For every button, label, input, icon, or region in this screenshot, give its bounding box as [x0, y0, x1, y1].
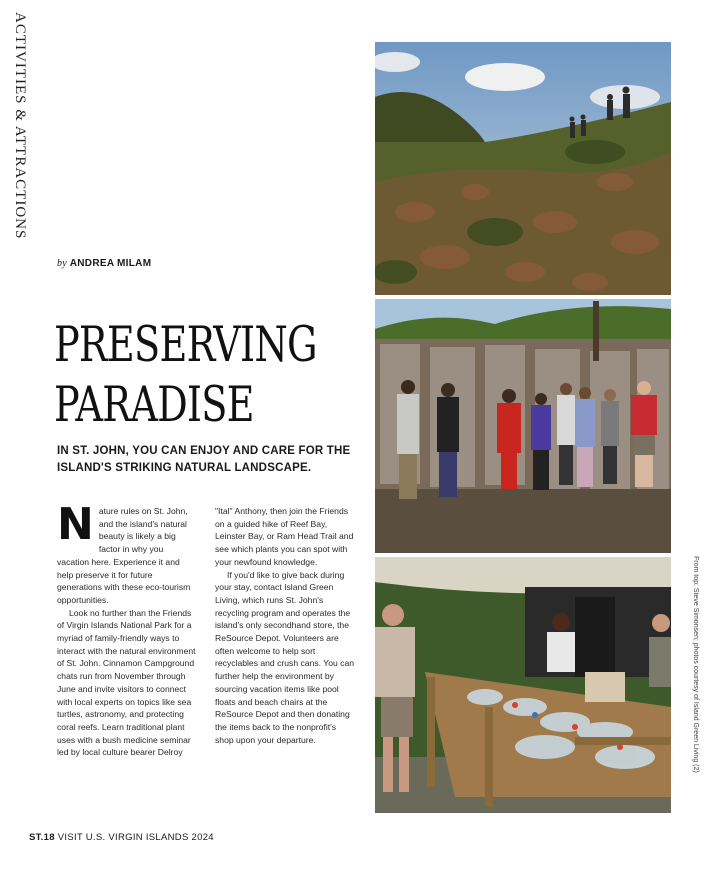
- deck: IN ST. JOHN, YOU CAN ENJOY AND CARE FOR THE ISLAND'S STRIKING NATURAL LANDSCAPE.: [57, 445, 351, 474]
- headline: PRESERVING PARADISE: [54, 315, 317, 433]
- body-column-1: [57, 499, 197, 759]
- section-label: ACTIVITIES & ATTRACTIONS: [12, 12, 28, 240]
- byline-author: ANDREA MILAM: [69, 258, 152, 269]
- photo-volunteer-group: [375, 299, 671, 553]
- photo-recycling-station: [375, 557, 671, 813]
- page-number: ST.18: [29, 832, 55, 843]
- folio: [29, 832, 214, 843]
- publication-name: VISIT U.S. VIRGIN ISLANDS 2024: [57, 832, 214, 843]
- body-paragraph: "Ital" Anthony, then join the Friends on a guided hike of Reef Bay, Leinster Bay, or Ram Head Trail and see which plants you can spot with your newfound knowledge.: [215, 506, 354, 567]
- body-column-2: [215, 505, 355, 746]
- drop-cap: N: [57, 499, 94, 550]
- byline: [57, 258, 151, 269]
- photo-hikers-hillside: [375, 42, 671, 295]
- body-paragraph: Nature rules on St. John, and the island's natural beauty is likely a big factor in why you vacation here. Experience it and help preserve it for future generations with these eco-tourism opportunities.: [57, 499, 191, 605]
- body-paragraph: If you'd like to give back during your stay, contact Island Green Living, which runs St. John's recycling program and operates the island's only secondhand store, the ReSource Depot. Volunteers are often welcome to help sort recyclables and crush cans. You can further help the environment by sourcing vacation items like pool floats and beach chairs at the ReSource Depot and then donating the items back to the nonprofit's shop upon your departure.: [215, 569, 355, 745]
- body-paragraph: Look no further than the Friends of Virgin Islands National Park for a myriad of family-friendly ways to interact with the natural environment of St. John. Cinnamon Campground chats run from November through June and invite visitors to connect with local experts on topics like sea turtles, astronomy, and protecting coral reefs. Learn traditional plant uses with a bush medicine seminar led by local culture bearer Delroy: [57, 607, 196, 758]
- photo-credit: From top: Steve Simonsen; photos courtesy of Island Green Living (2): [692, 556, 699, 773]
- byline-prefix: by: [57, 258, 68, 269]
